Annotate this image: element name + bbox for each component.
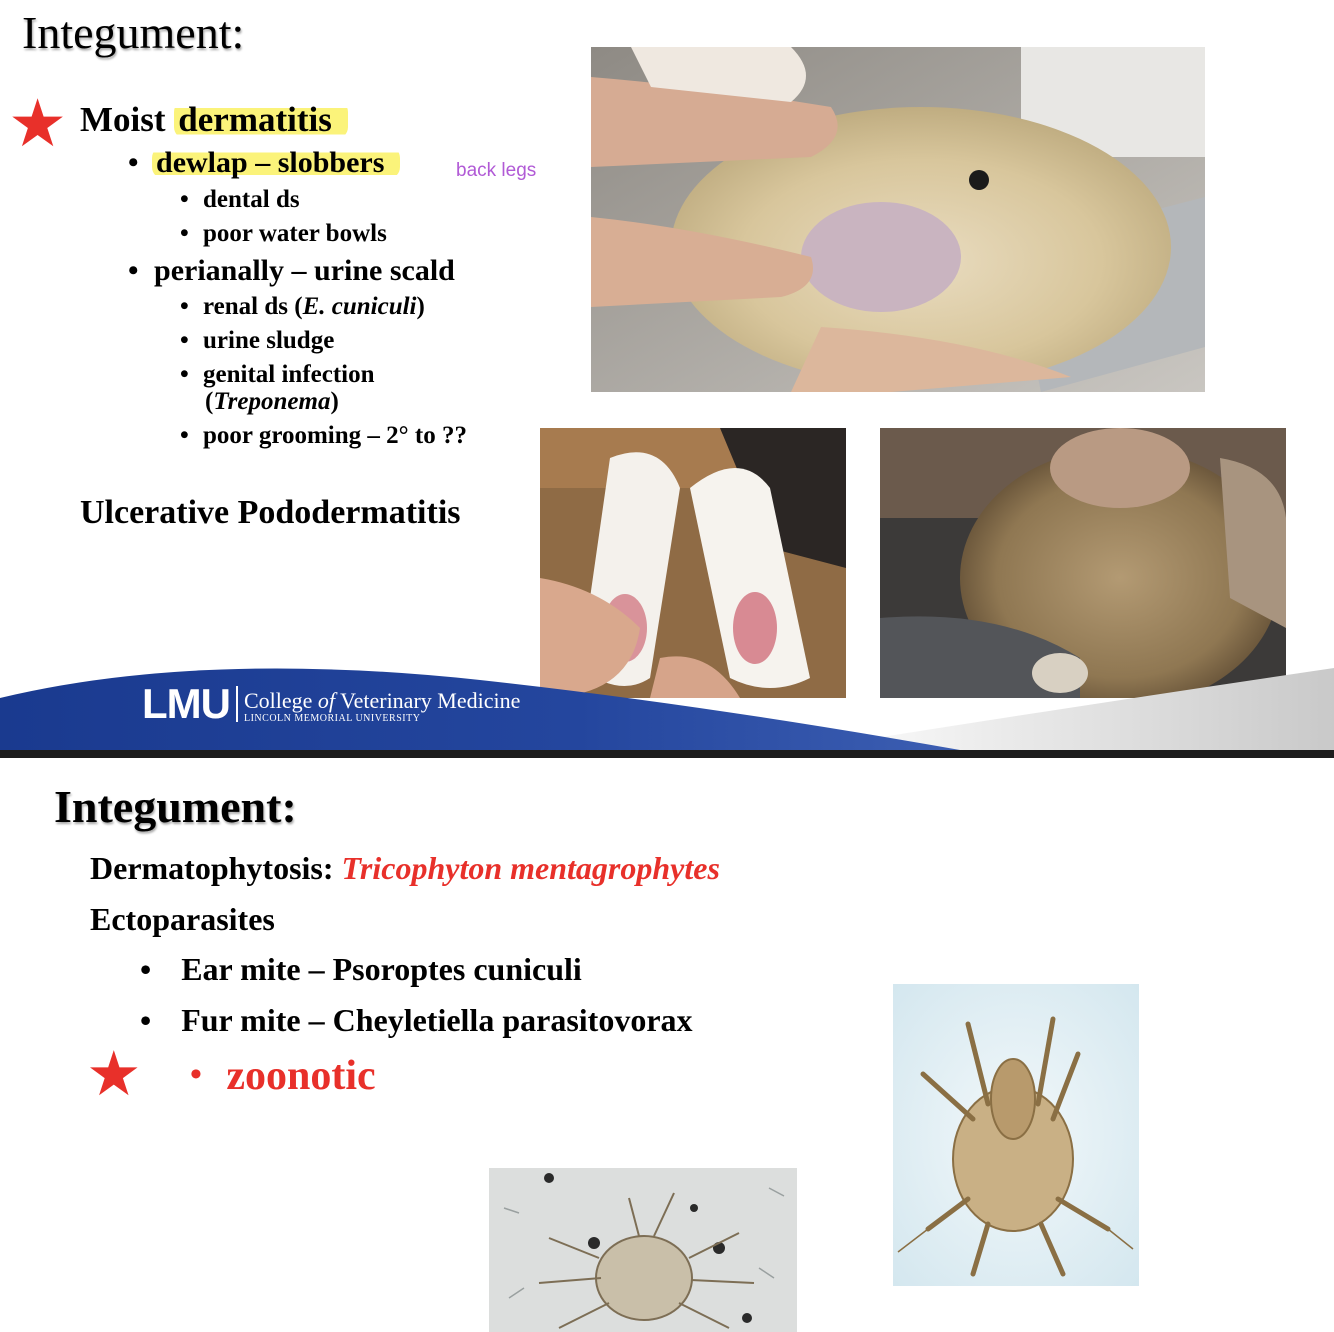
sub-bullet-dental (180, 186, 300, 214)
dermatitis-highlighted: dermatitis (174, 100, 348, 139)
sub-bullet-grooming (180, 422, 467, 450)
genital-continuation (205, 388, 339, 416)
sub-bullet-water-bowls (180, 220, 387, 248)
sludge-text: urine sludge (203, 327, 335, 354)
slide-divider (0, 750, 1334, 758)
perianally-text: perianally – urine scald (154, 254, 455, 287)
sub-bullet-genital (180, 361, 375, 389)
zoonotic-text: zoonotic (226, 1053, 376, 1099)
logo-separator (236, 686, 238, 722)
sub-bullet-renal (180, 293, 425, 321)
cheyletiella-micrograph (489, 1168, 797, 1332)
bullet-icon: • (128, 146, 139, 179)
paren-open: ( (205, 388, 214, 415)
psoroptes-micrograph (893, 984, 1139, 1286)
rabbit-dermatitis-photo (591, 47, 1205, 392)
renal-close: ) (416, 293, 425, 320)
water-bowls-text: poor water bowls (203, 220, 387, 247)
dermatophytosis-line (90, 850, 720, 887)
dewlap-text: dewlap – slobbers (152, 146, 400, 179)
bullet-icon: • (180, 186, 189, 213)
college-post: Veterinary Medicine (335, 688, 521, 713)
dermatophytosis-label: Dermatophytosis: (90, 850, 342, 886)
college-pre: College (243, 688, 318, 713)
moist-text: Moist (80, 100, 175, 139)
bullet-icon: • (180, 293, 189, 320)
genital-text: genital infection (203, 361, 375, 388)
bullet-zoonotic (190, 1052, 376, 1100)
slide-ectoparasites (0, 758, 1334, 1332)
logo-college (244, 690, 520, 712)
bullet-icon: • (140, 951, 152, 987)
college-of: of (317, 688, 336, 713)
dermatophytosis-species: Tricophyton mentagrophytes (341, 850, 720, 886)
ectoparasites-heading: Ectoparasites (90, 901, 275, 937)
dental-text: dental ds (203, 186, 300, 213)
bullet-ear-mite (140, 951, 582, 988)
bullet-icon: • (140, 1002, 152, 1038)
star-icon: ★ (86, 1041, 142, 1109)
heading-moist-dermatitis (80, 100, 348, 140)
logo-university: LINCOLN MEMORIAL UNIVERSITY (243, 713, 421, 724)
genital-species: Treponema (213, 388, 331, 415)
bullet-icon: • (190, 1056, 202, 1093)
heading-ulcerative-pododermatitis: Ulcerative Pododermatitis (80, 494, 461, 531)
grooming-text: poor grooming – 2° to ?? (203, 422, 467, 449)
bullet-icon: • (180, 361, 189, 388)
bullet-perianally (128, 254, 455, 288)
handwritten-note: back legs (456, 160, 537, 181)
bullet-fur-mite (140, 1002, 693, 1039)
sub-bullet-sludge (180, 327, 334, 355)
fur-mite-text: Fur mite – Cheyletiella parasitovorax (181, 1002, 693, 1038)
paren-close: ) (330, 388, 339, 415)
bullet-icon: • (180, 327, 189, 354)
renal-species: E. cuniculi (302, 293, 417, 320)
bullet-icon: • (180, 220, 189, 247)
slide-title: Integument: (22, 7, 245, 58)
bullet-icon: • (180, 422, 189, 449)
logo-text (244, 690, 520, 724)
renal-text: renal ds ( (203, 293, 303, 320)
ear-mite-text: Ear mite – Psoroptes cuniculi (181, 951, 582, 987)
star-icon: ★ (8, 88, 68, 161)
lmu-logo (142, 680, 521, 727)
bullet-dewlap (128, 146, 400, 180)
slide-title: Integument: (54, 781, 297, 832)
bullet-icon: • (128, 254, 139, 287)
lmu-mark: LMU (142, 680, 230, 727)
